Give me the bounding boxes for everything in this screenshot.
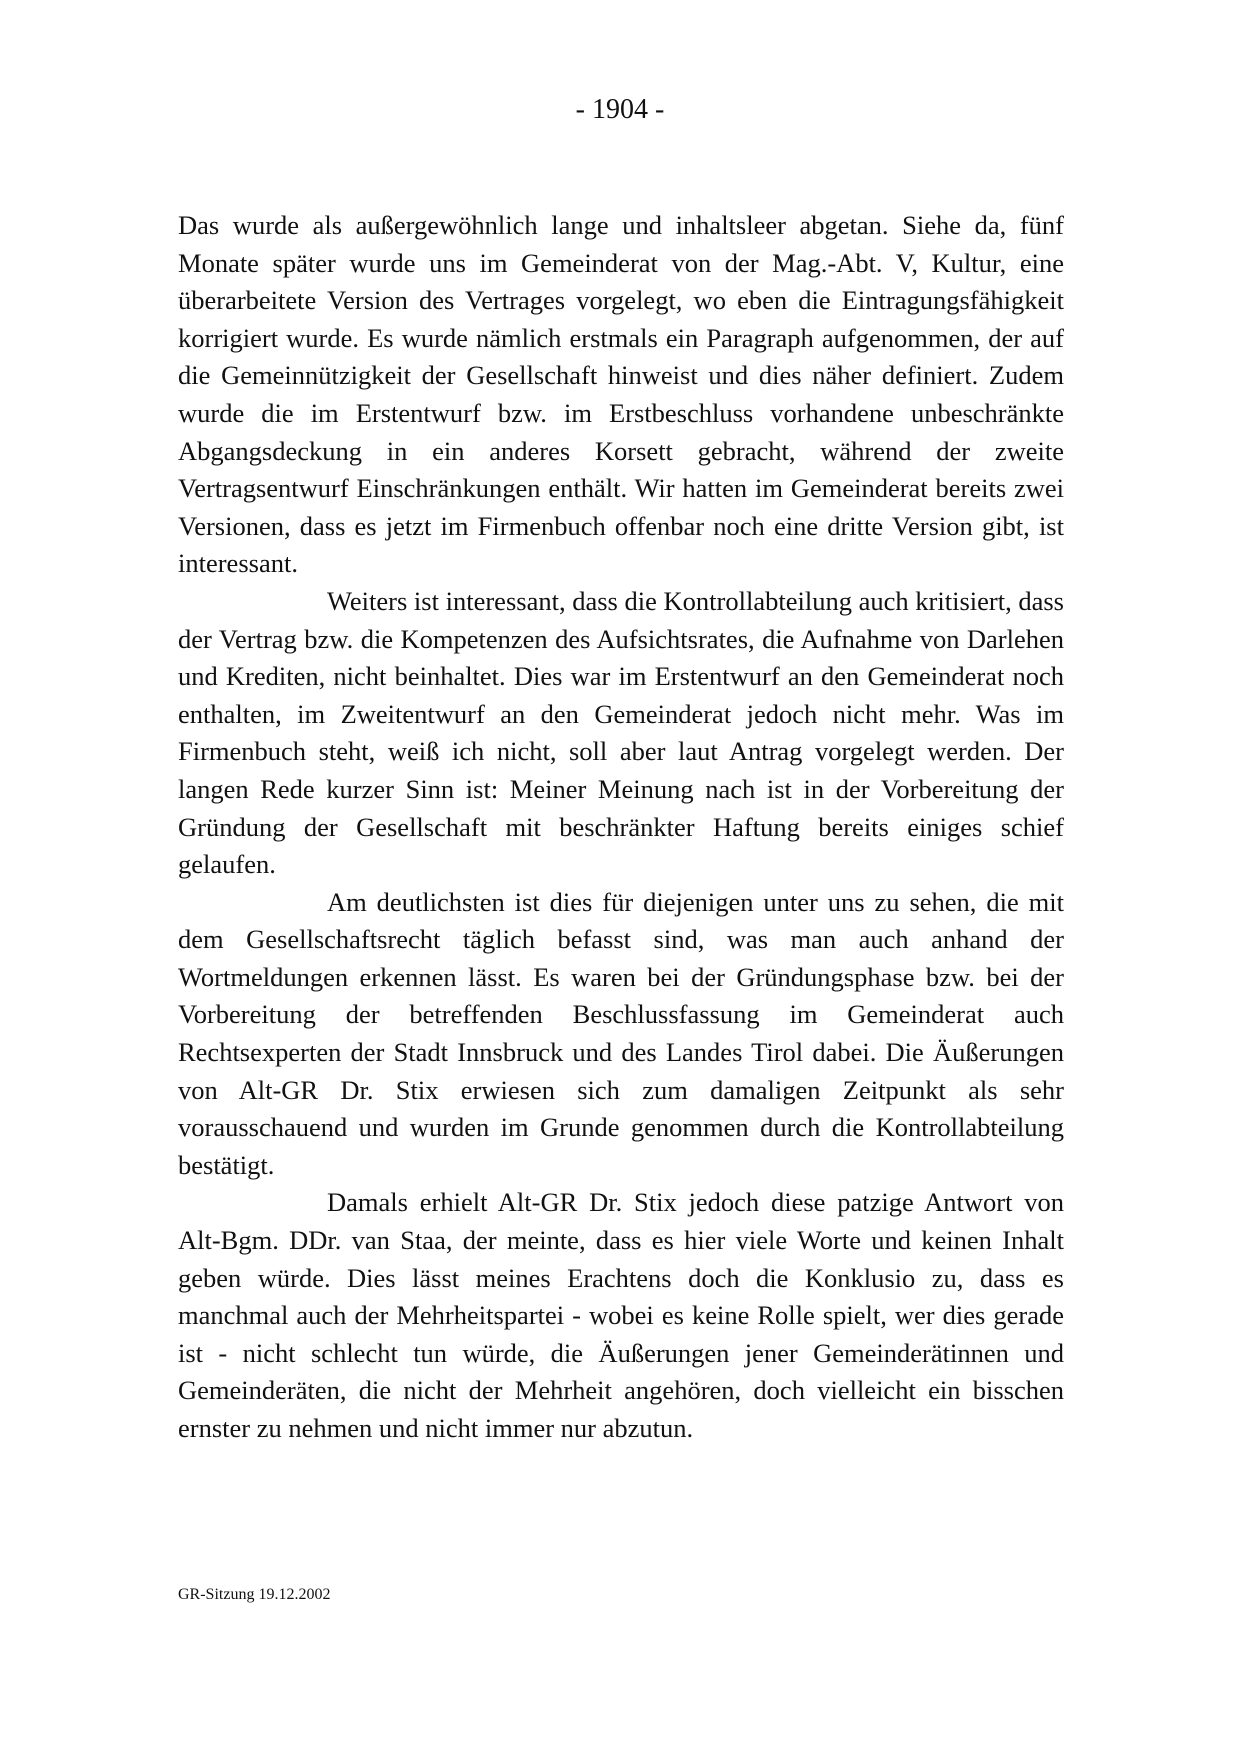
footer-session-date: GR-Sitzung 19.12.2002 — [178, 1586, 331, 1603]
paragraph-2: Weiters ist interessant, dass die Kontrollabteilung auch kritisiert, dass der Vertrag bzw. die Kompetenzen des Aufsichtsrates, die Aufnahme von Darlehen und Krediten, nicht beinhaltet. Dies war im Erstentwurf an den Gemeinderat noch enthalten, im Zweitentwurf an den Gemeinderat jedoch nicht mehr. Was im Firmenbuch steht, weiß ich nicht, soll aber laut Antrag vorgelegt werden. Der langen Rede kurzer Sinn ist: Meiner Meinung nach ist in der Vorbereitung der Gründung der Gesellschaft mit beschränkter Haftung bereits einiges schief gelaufen. — [178, 585, 1064, 880]
body-text — [178, 207, 1064, 1448]
paragraph-1: Das wurde als außergewöhnlich lange und inhaltsleer abgetan. Siehe da, fünf Monate später wurde uns im Gemeinderat von der Mag.-Abt. V, Kultur, eine überarbeitete Version des Vertrages vorgelegt, wo eben die Eintragungsfähigkeit korrigiert wurde. Es wurde nämlich erstmals ein Paragraph aufgenommen, der auf die Gemeinnützigkeit der Gesellschaft hinweist und dies näher definiert. Zudem wurde die im Erstentwurf bzw. im Erstbeschluss vorhandene unbeschränkte Abgangsdeckung in ein anderes Korsett gebracht, während der zweite Vertragsentwurf Einschränkungen enthält. Wir hatten im Gemeinderat bereits zwei Versionen, dass es jetzt im Firmenbuch offenbar noch eine dritte Version gibt, ist interessant. — [178, 210, 1064, 579]
page-number: - 1904 - — [575, 94, 665, 125]
paragraph-4: Damals erhielt Alt-GR Dr. Stix jedoch diese patzige Antwort von Alt-Bgm. DDr. van Staa, der meinte, dass es hier viele Worte und keinen Inhalt geben würde. Dies lässt meines Erachtens doch die Konklusio zu, dass es manchmal auch der Mehrheitspartei - wobei es keine Rolle spielt, wer dies gerade ist - nicht schlecht tun würde, die Äußerungen jener Gemeinderätinnen und Gemeinderäten, die nicht der Mehrheit angehören, doch vielleicht ein bisschen ernster zu nehmen und nicht immer nur abzutun. — [178, 1187, 1064, 1443]
paragraph-3: Am deutlichsten ist dies für diejenigen unter uns zu sehen, die mit dem Gesellschaftsrecht täglich befasst sind, was man auch anhand der Wortmeldungen erkennen lässt. Es waren bei der Gründungsphase bzw. bei der Vorbereitung der betreffenden Beschlussfassung im Gemeinderat auch Rechtsexperten der Stadt Innsbruck und des Landes Tirol dabei. Die Äußerungen von Alt-GR Dr. Stix erwiesen sich zum damaligen Zeitpunkt als sehr vorausschauend und wurden im Grunde genommen durch die Kontrollabteilung bestätigt. — [178, 886, 1064, 1180]
